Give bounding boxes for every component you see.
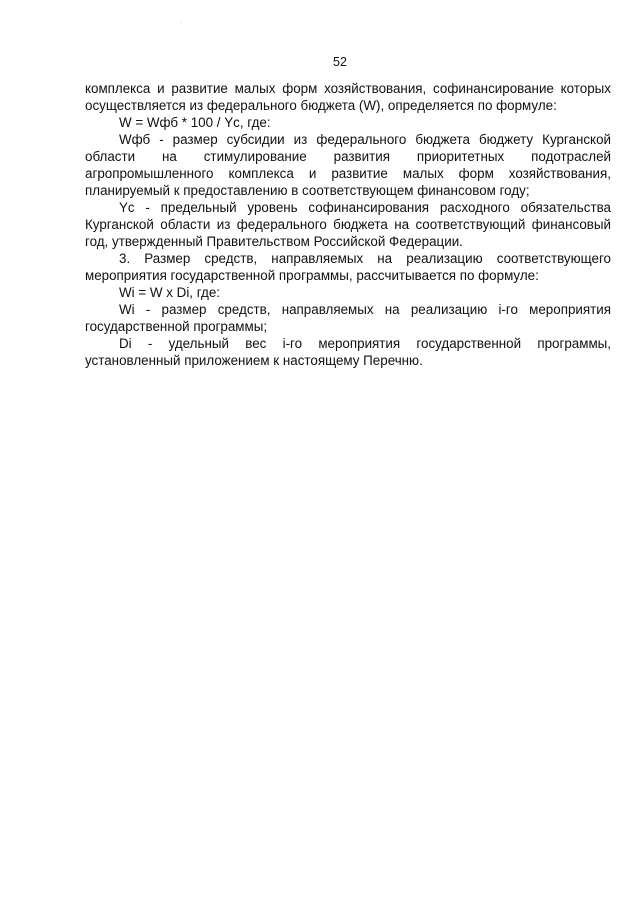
paragraph-intro: комплекса и развитие малых форм хозяйствования, софинансирование которых осуществляется из федерального бюджета (W), определяется по формуле:	[85, 81, 611, 113]
paragraph-item-3: 3. Размер средств, направляемых на реализацию соответствующего мероприятия государственной программы, рассчитывается по формуле:	[85, 251, 611, 283]
definition-wi: Wi - размер средств, направляемых на реализацию i-го мероприятия государственной программы;	[85, 302, 611, 334]
document-body	[85, 80, 611, 369]
definition-wfb: Wфб - размер субсидии из федерального бюджета бюджету Курганской области на стимулирование развития приоритетных подотраслей агропромышленного комплекса и развитие малых форм хозяйствования, планируемый к предоставлению в соответствующем финансовом году;	[85, 132, 611, 198]
definition-di: Di - удельный вес i-го мероприятия государственной программы, установленный приложением к настоящему Перечню.	[85, 336, 611, 368]
page-number: 52	[333, 55, 347, 69]
formula-w: W = Wфб * 100 / Yc, где:	[119, 115, 271, 130]
formula-wi: Wi = W x Di, где:	[119, 285, 220, 300]
scan-mark: ·	[180, 20, 182, 26]
definition-yc: Yc - предельный уровень софинансирования расходного обязательства Курганской области из федерального бюджета на соответствующий финансовый год, утвержденный Правительством Российской Федерации.	[85, 200, 611, 249]
